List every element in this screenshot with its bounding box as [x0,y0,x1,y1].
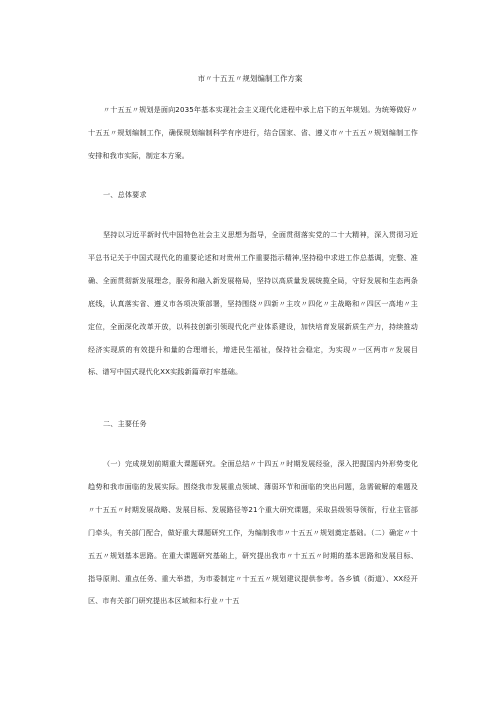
section1-paragraph: 坚持以习近平新时代中国特色社会主义思想为指导，全面贯彻落实党的二十大精神，深入贯彻习近平总书记关于中国式现代化的重要论述和对贵州工作重要指示精神,坚持稳中求进工作总基调，完整、准确、全面贯彻新发展理念，服务和融入新发展格局，坚持以高质量发展统揽全局，守好发展和生态两条底线，认真落实省、遵义市各项决策部署，坚持围绕〃四新〃主攻〃四化〃主战略和〃四区一高地〃主定位，全面深化改革开放，以科技创新引领现代化产业体系建设，加快培育发展新质生产力，持续推动经济实现质的有效提升和量的合理增长，增进民生福祉，保持社会稳定，为实现〃一区两市〃发展目标、谱写中国式现代化XX实践新篇章打牢基础。 [88,230,418,377]
section-heading-main-tasks: 二、主要任务 [103,419,147,428]
intro-paragraph: 〃十五五〃规划是面向2035年基本实现社会主义现代化进程中承上启下的五年规划。为统筹做好〃十五五〃规划编制工作，确保规划编制科学有序进行，结合国家、省、遵义市〃十五五〃规划编制工作安排和我市实际，制定本方案。 [88,105,418,160]
section2-block [88,453,418,613]
section-heading-general-requirements: 一、总体要求 [103,190,147,199]
document-title: 市〃十五五〃规划编制工作方案 [197,74,303,83]
intro-paragraph-block [88,99,418,168]
section1-block [88,224,418,384]
section2-paragraph: （一）完成规划前期重大课题研究。全面总结〃十四五〃时期发展经验，深入把握国内外形势变化趋势和我市面临的发展实际。围绕我市发展重点领域、薄弱环节和面临的突出问题，急需破解的难题及〃十五五〃时期发展战略、发展目标、发展路径等21个重大研究课题，采取县级领导领衔，行业主管部门牵头，有关部门配合，做好重大课题研究工作，为编制我市〃十五五〃规划奠定基础。（二）确定〃十五五〃规划基本思路。在重大课题研究基础上，研究提出我市〃十五五〃时期的基本思路和发展目标、指导原则、重点任务、重大举措，为市委制定〃十五五〃规划建议提供参考。各乡镇（街道）、XX经开区、市有关部门研究提出本区域和本行业〃十五 [88,459,418,606]
